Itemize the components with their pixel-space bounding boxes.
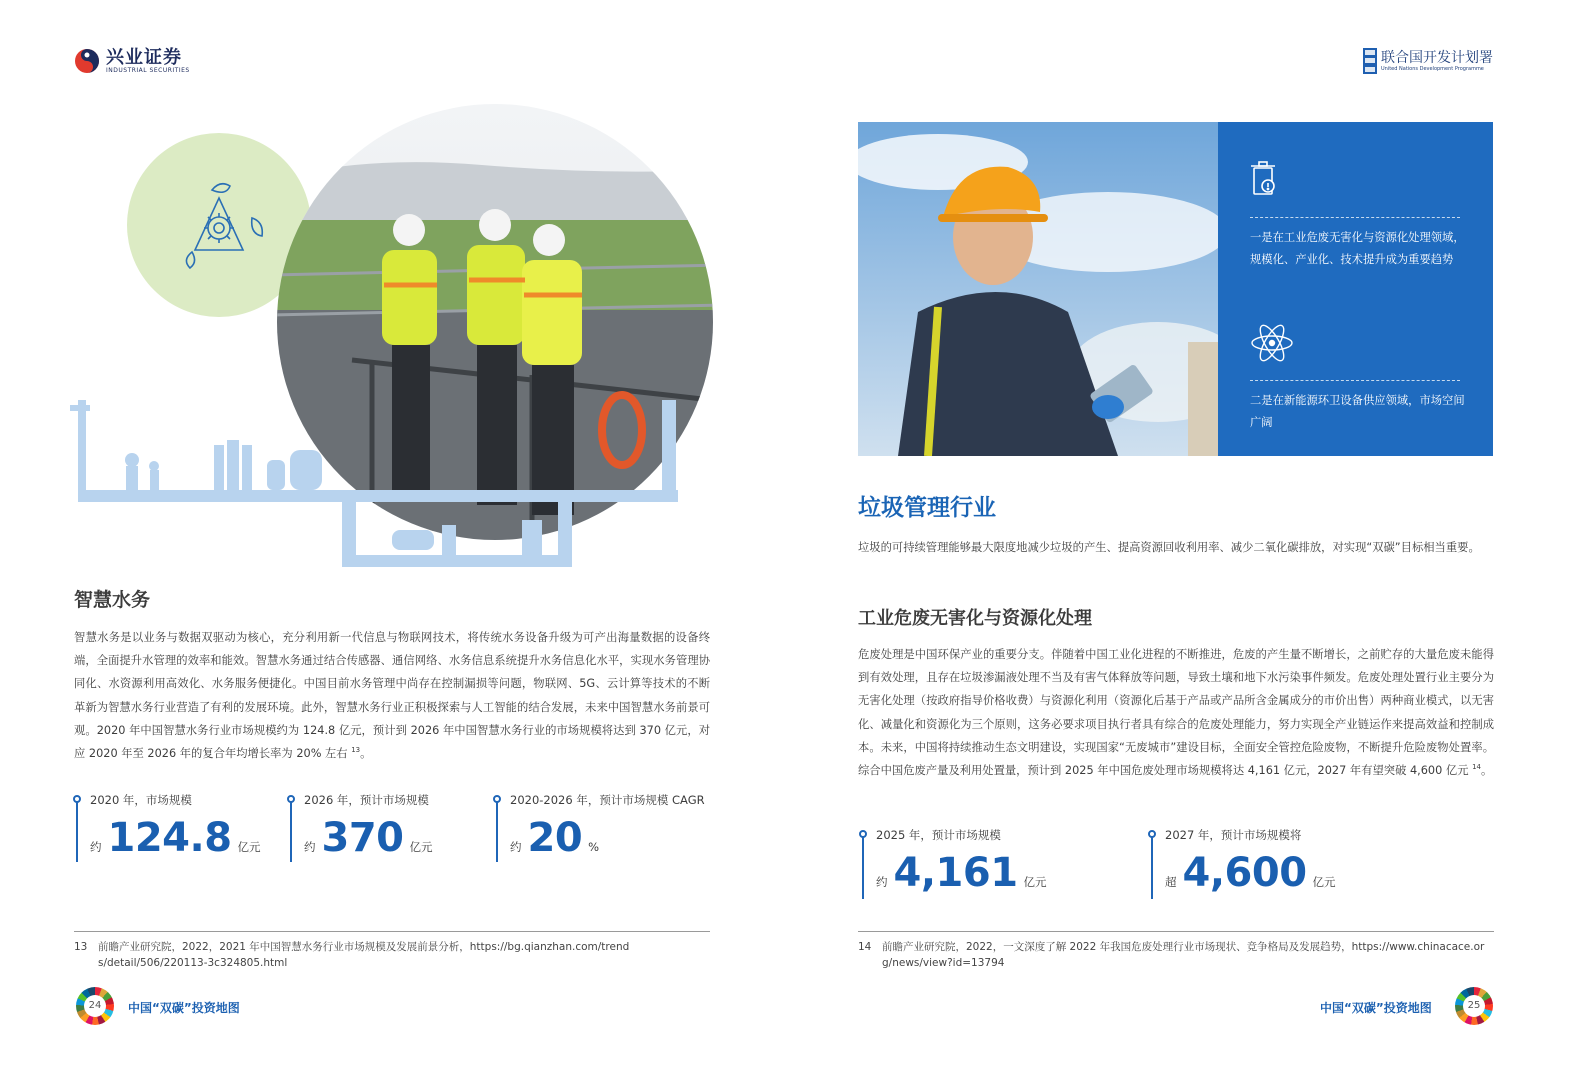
stat-label: 2026 年，预计市场规模	[304, 793, 429, 807]
footer-title: 中国“双碳”投资地图	[128, 1001, 240, 1015]
hazardous-waste-paragraph-text: 危废处理是中国环保产业的重要分支。伴随着中国工业化进程的不断推进，危废的产生量不断增长，之前贮存的大量危废未能得到有效处理，且存在垃圾渗漏液处理不当及有害气体释放等问题，导致土壤和地下水污染事件频发。危废处理处置行业主要分为无害化处理（按政府指导价格收费）与资源化利用（资源化后基于产品或产品所含金属成分的市价出售）两种商业模式，以无害化、减量化和资源化为三个原则，这务必要求项目执行者具有综合的危废处理能力，努力实现全产业链运作来提高效益和控制成本。未来，中国将持续推动生态文明建设，实现国家“无废城市”建设目标，全面安全管控危险废物，不断提升危险废物处置率。综合中国危废产量及利用处置量，预计到 2025 年中国危废处理市场规模将达 4,161 亿元，2027 年有望突破 4,600 亿元	[858, 648, 1494, 778]
undp-subtitle: United Nations Development Programme	[1381, 65, 1484, 72]
stat-label: 2027 年，预计市场规模将	[1165, 828, 1302, 842]
stat-prefix: 约	[510, 840, 522, 854]
smart-water-illustration	[62, 100, 722, 570]
stat-marker-icon	[859, 830, 867, 838]
section-title-smart-water: 智慧水务	[74, 589, 151, 611]
key-trends-panel	[1218, 122, 1493, 456]
stat-unit: %	[588, 840, 600, 854]
page-number: 24	[84, 995, 106, 1017]
undp-logo-icon	[1363, 48, 1377, 74]
stat-value: 4,600	[1182, 850, 1307, 896]
footnote-14	[858, 939, 1488, 971]
stat-unit: 亿元	[1312, 875, 1336, 889]
smart-water-paragraph	[74, 626, 710, 765]
subsection-title-hazardous-waste: 工业危废无害化与资源化处理	[858, 608, 1092, 629]
paragraph-end-mark: 。	[1481, 764, 1493, 778]
section-title-waste-management: 垃圾管理行业	[858, 495, 996, 521]
stat-marker-icon	[73, 795, 81, 803]
stat-2025-market	[862, 828, 1047, 896]
panel-divider	[1250, 380, 1460, 381]
panel-item-2: 二是在新能源环卫设备供应领域，市场空间广阔	[1250, 394, 1465, 429]
undp-logo	[1363, 48, 1493, 74]
stat-2027-market	[1151, 828, 1336, 896]
sdg-wheel-icon	[76, 987, 114, 1025]
waste-management-intro: 垃圾的可持续管理能够最大限度地减少垃圾的产生、提高资源回收利用率、减少二氧化碳排放，对实现“双碳”目标相当重要。	[858, 541, 1480, 554]
stat-prefix: 超	[1165, 875, 1177, 889]
stat-marker-icon	[1148, 830, 1156, 838]
stat-value: 20	[527, 815, 583, 861]
stat-unit: 亿元	[409, 840, 433, 854]
stat-prefix: 约	[90, 840, 102, 854]
industrial-securities-logo	[74, 48, 190, 74]
stat-label: 2020 年，市场规模	[90, 793, 192, 807]
stat-value: 370	[321, 815, 404, 861]
stat-marker-icon	[493, 795, 501, 803]
worker-photo	[858, 122, 1218, 456]
footnote-13	[74, 939, 634, 971]
panel-item-1: 一是在工业危废无害化与资源化处理领域，规模化、产业化、技术提升成为重要趋势	[1250, 231, 1465, 266]
atom-icon	[1250, 323, 1294, 363]
footnote-ref-13[interactable]: 13	[351, 746, 361, 755]
logo-name: 兴业证券	[106, 46, 182, 68]
stat-2020-market	[76, 793, 261, 861]
stat-marker-icon	[287, 795, 295, 803]
sdg-wheel-icon	[1455, 987, 1493, 1025]
stat-prefix: 约	[304, 840, 316, 854]
stat-2026-market	[290, 793, 433, 861]
footnote-text[interactable]: 前瞻产业研究院，2022，一文深度了解 2022 年我国危废处理行业市场现状、竞争格局及发展趋势，https://www.chinacace.org/news/view?id=13794	[882, 941, 1485, 969]
paragraph-end-mark: 。	[360, 747, 372, 761]
panel-divider	[1250, 217, 1460, 218]
waste-bin-icon	[1250, 160, 1280, 198]
footnote-divider	[858, 931, 1494, 932]
footnote-number: 13	[74, 941, 88, 953]
page-number: 25	[1463, 995, 1485, 1017]
footnote-divider	[74, 931, 710, 932]
stat-unit: 亿元	[1023, 875, 1047, 889]
stat-label: 2020-2026 年，预计市场规模 CAGR	[510, 793, 705, 807]
smart-water-paragraph-text: 智慧水务是以业务与数据双驱动为核心，充分利用新一代信息与物联网技术，将传统水务设备升级为可产出海量数据的设备终端，全面提升水管理的效率和能效。智慧水务通过结合传感器、通信网络、水务信息系统提升水务信息化水平，实现水务管理协同化、水资源利用高效化、水务服务便捷化。中国目前水务管理中尚存在控制漏损等问题，物联网、5G、云计算等技术的不断革新为智慧水务行业营造了有利的发展环境。此外，智慧水务行业正积极探索与人工智能的结合发展，未来中国智慧水务前景可观。2020 年中国智慧水务行业市场规模约为 124.8 亿元，预计到 2026 年中国智慧水务行业的市场规模将达到 370 亿元，对应 2020 年至 2026 年的复合年均增长率为 20% 左右	[74, 631, 710, 761]
stat-prefix: 约	[876, 875, 888, 889]
hazardous-waste-paragraph	[858, 643, 1494, 782]
logo-subtitle: INDUSTRIAL SECURITIES	[106, 66, 190, 74]
stat-label: 2025 年，预计市场规模	[876, 828, 1001, 842]
footnote-text[interactable]: 前瞻产业研究院，2022，2021 年中国智慧水务行业市场规模及发展前景分析，https://bg.qianzhan.com/trends/detail/506/220113-3c324805.html	[98, 941, 630, 969]
stat-unit: 亿元	[237, 840, 261, 854]
stat-value: 4,161	[893, 850, 1018, 896]
undp-name: 联合国开发计划署	[1381, 49, 1493, 66]
footnote-ref-14[interactable]: 14	[1472, 763, 1482, 772]
footnote-number: 14	[858, 941, 872, 953]
footer-title: 中国“双碳”投资地图	[1320, 1001, 1432, 1015]
stat-value: 124.8	[107, 815, 232, 861]
industrial-securities-logo-icon	[74, 48, 100, 74]
stat-cagr	[496, 793, 705, 861]
